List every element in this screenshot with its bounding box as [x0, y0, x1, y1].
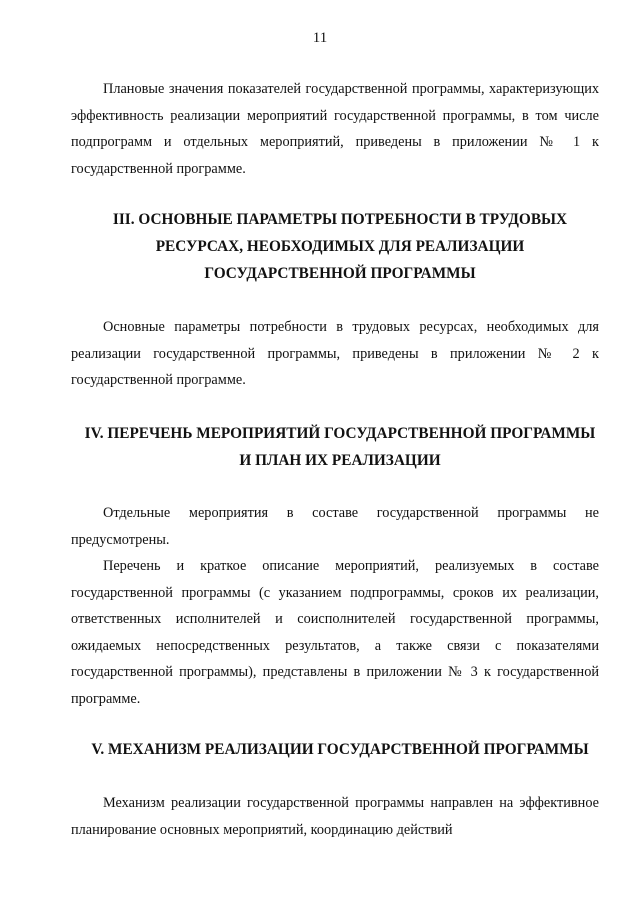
paragraph-indicators: Плановые значения показателей государственной программы, характеризующих эффективность реализации мероприятий государственной программы, в том числе подпрограмм и отдельных мероприятий, приведены в приложении № 1 к государственной программе. — [71, 81, 599, 177]
paragraph-measures-list: Перечень и краткое описание мероприятий, реализуемых в составе государственной программы (с указанием подпрограммы, сроков их реализации, ответственных исполнителей и соисполнителей государственной программы, ожидаемых непосредственных результатов, а также связи с показателями государственной программы), представлены в приложении № 3 к государственной программе. — [71, 558, 599, 707]
heading-section-3-line-2: РЕСУРСАХ, НЕОБХОДИМЫХ ДЛЯ РЕАЛИЗАЦИИ — [155, 238, 525, 255]
paragraph-mechanism: Механизм реализации государственной программы направлен на эффективное планирование основных мероприятий, координацию действий — [71, 795, 599, 838]
heading-section-4-line-2: И ПЛАН ИХ РЕАЛИЗАЦИИ — [239, 452, 441, 469]
heading-section-4-line-1: IV. ПЕРЕЧЕНЬ МЕРОПРИЯТИЙ ГОСУДАРСТВЕННОЙ ПРОГРАММЫ — [84, 425, 596, 442]
page-number: 11 — [312, 30, 328, 46]
heading-section-5 — [60, 736, 620, 763]
paragraph-labor-resources: Основные параметры потребности в трудовых ресурсах, необходимых для реализации государственной программы, приведены в приложении № 2 к государственной программе. — [71, 319, 599, 388]
heading-section-5-line-1: V. МЕХАНИЗМ РЕАЛИЗАЦИИ ГОСУДАРСТВЕННОЙ ПРОГРАММЫ — [91, 741, 589, 758]
heading-section-3-line-1: III. ОСНОВНЫЕ ПАРАМЕТРЫ ПОТРЕБНОСТИ В ТРУДОВЫХ — [112, 211, 568, 228]
heading-section-3-line-3: ГОСУДАРСТВЕННОЙ ПРОГРАММЫ — [204, 265, 476, 282]
heading-section-3 — [60, 206, 620, 287]
heading-section-4 — [60, 420, 620, 474]
paragraph-separate-measures: Отдельные мероприятия в составе государственной программы не предусмотрены. — [71, 505, 599, 548]
